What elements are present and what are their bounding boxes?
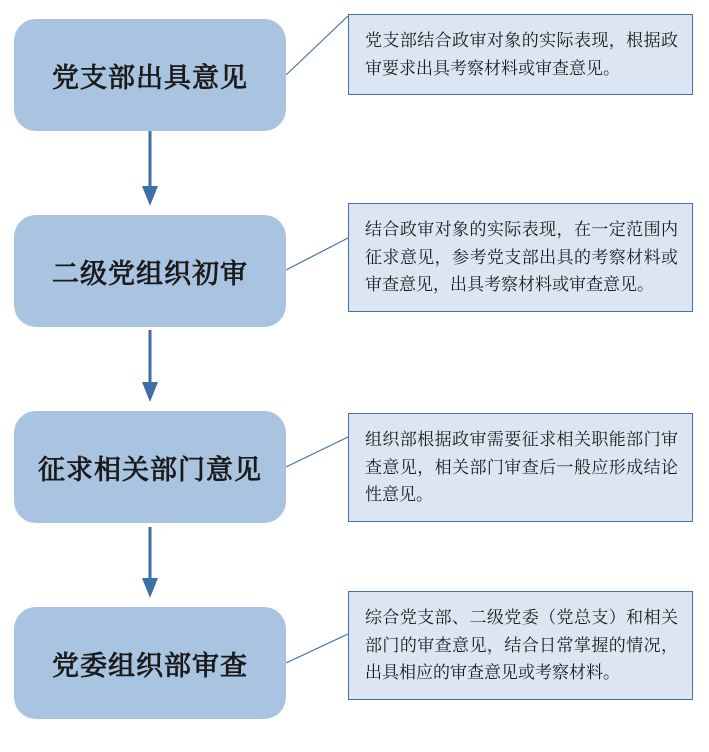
stage-node-4[interactable] [14, 607, 286, 719]
arrow-stage3-to-stage4 [142, 527, 158, 598]
leader-note-3 [286, 437, 348, 467]
note-text: 结合政审对象的实际表现，在一定范围内征求意见，参考党支部出具的考察材料或审查意见，出具考察材料或审查意见。 [365, 220, 678, 295]
arrow-stage1-to-stage2 [142, 131, 158, 206]
stage-node-3[interactable] [14, 411, 286, 523]
leader-note-2 [286, 238, 348, 270]
stage-label: 党支部出具意见 [52, 62, 248, 93]
stage-label: 二级党组织初审 [52, 258, 248, 289]
leader-note-4 [286, 634, 348, 663]
stage-note-4 [348, 591, 693, 700]
note-text: 党支部结合政审对象的实际表现，根据政审要求出具考察材料或审查意见。 [365, 31, 678, 78]
note-text: 综合党支部、二级党委（党总支）和相关部门的审查意见，结合日常掌握的情况，出具相应的审查意见或考察材料。 [365, 608, 678, 683]
note-text: 组织部根据政审需要征求相关职能部门审查意见，相关部门审查后一般应形成结论性意见。 [365, 430, 678, 505]
stage-label: 征求相关部门意见 [38, 454, 262, 485]
stage-node-2[interactable] [14, 215, 286, 327]
stage-note-1 [348, 14, 693, 95]
stage-note-2 [348, 203, 693, 312]
stage-node-1[interactable] [14, 19, 286, 131]
stage-note-3 [348, 413, 693, 522]
stage-label: 党委组织部审查 [52, 650, 248, 681]
leader-note-1 [286, 16, 348, 75]
arrow-stage2-to-stage3 [142, 330, 158, 402]
